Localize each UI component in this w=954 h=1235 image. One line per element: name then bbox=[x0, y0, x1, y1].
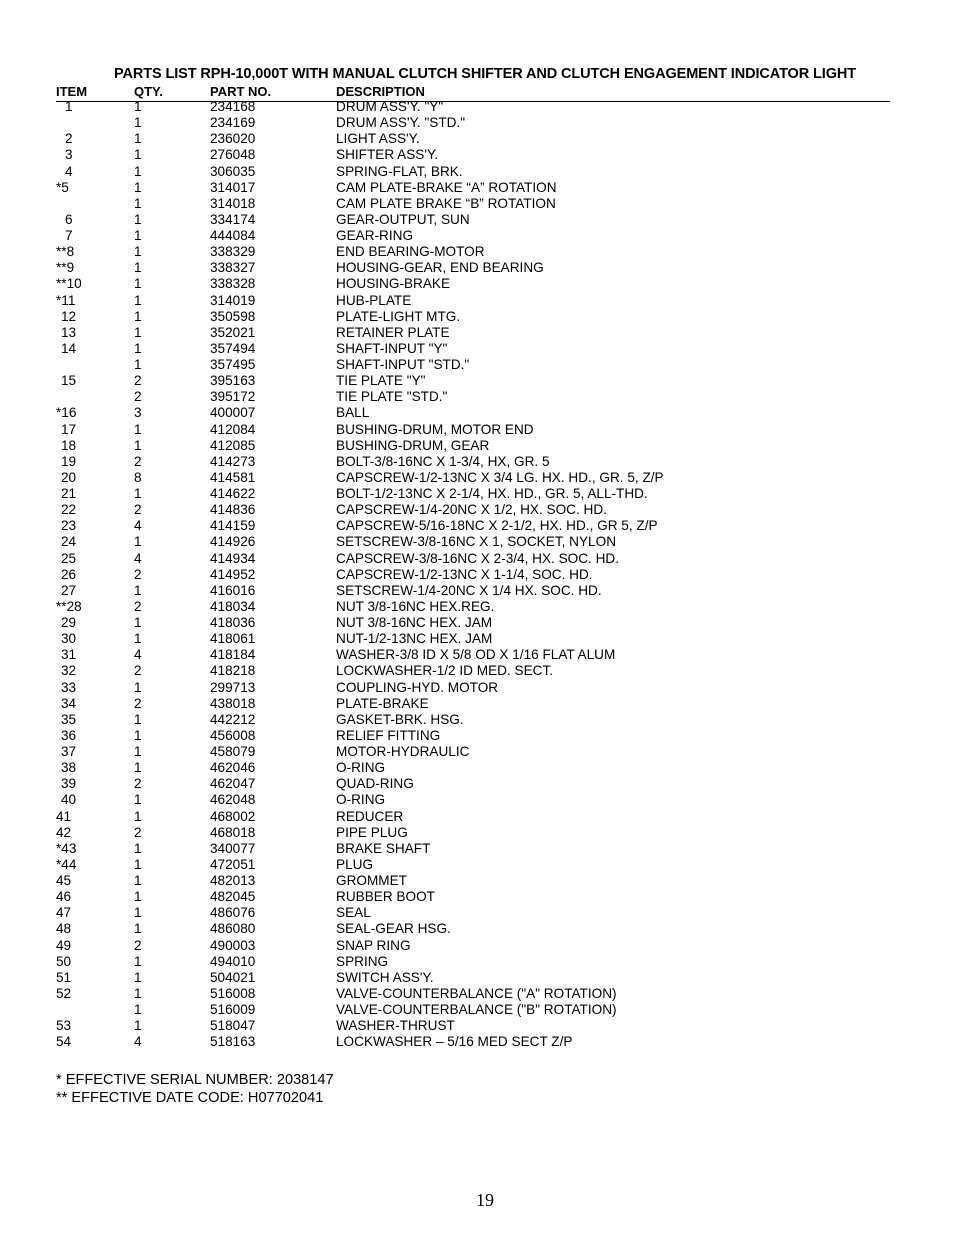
cell-qty: 2 bbox=[134, 663, 142, 679]
cell-description: CAPSCREW-1/2-13NC X 1-1/4, SOC. HD. bbox=[336, 566, 593, 582]
table-row bbox=[56, 921, 896, 937]
table-row bbox=[56, 164, 896, 180]
table-row bbox=[56, 518, 896, 534]
cell-qty: 1 bbox=[134, 744, 142, 759]
cell-description: PIPE PLUG bbox=[336, 824, 408, 840]
cell-item: 51 bbox=[56, 969, 72, 985]
cell-part-no: 458079 bbox=[210, 744, 256, 759]
cell-qty: 2 bbox=[134, 389, 142, 405]
cell-description: SWITCH ASS'Y. bbox=[336, 969, 434, 985]
cell-qty: 1 bbox=[134, 486, 142, 501]
cell-part-no: 414836 bbox=[210, 502, 256, 518]
cell-part-no: 462048 bbox=[210, 792, 256, 808]
cell-item: 12 bbox=[61, 308, 77, 324]
cell-item: 42 bbox=[56, 824, 72, 840]
cell-part-no: 418061 bbox=[210, 631, 256, 647]
cell-qty: 1 bbox=[134, 985, 142, 1001]
table-row bbox=[56, 809, 896, 825]
cell-part-no: 340077 bbox=[210, 840, 256, 856]
cell-description: BUSHING-DRUM, MOTOR END bbox=[336, 421, 534, 437]
cell-qty: 4 bbox=[134, 1034, 142, 1050]
cell-part-no: 314019 bbox=[210, 292, 256, 308]
table-row bbox=[56, 905, 896, 921]
cell-description: BRAKE SHAFT bbox=[336, 840, 431, 856]
cell-part-no: 350598 bbox=[210, 308, 256, 324]
cell-description: O-RING bbox=[336, 792, 386, 808]
cell-item: 31 bbox=[61, 647, 77, 663]
cell-description: RUBBER BOOT bbox=[336, 889, 435, 905]
cell-item: 30 bbox=[61, 631, 77, 647]
cell-part-no: 338328 bbox=[210, 276, 256, 292]
cell-qty: 1 bbox=[134, 873, 142, 888]
cell-description: REDUCER bbox=[336, 808, 404, 824]
cell-qty: 1 bbox=[134, 679, 142, 695]
cell-item: 27 bbox=[61, 582, 77, 598]
cell-description: VALVE-COUNTERBALANCE ("B" ROTATION) bbox=[336, 1002, 617, 1017]
cell-part-no: 395163 bbox=[210, 373, 256, 389]
cell-item: *16 bbox=[56, 405, 77, 421]
cell-part-no: 414952 bbox=[210, 566, 256, 582]
cell-part-no: 236020 bbox=[210, 131, 256, 147]
cell-qty: 1 bbox=[134, 953, 142, 969]
cell-item: 2 bbox=[65, 131, 73, 147]
table-row bbox=[56, 776, 896, 792]
table-row bbox=[56, 712, 896, 728]
cell-description: GROMMET bbox=[336, 873, 407, 888]
table-row bbox=[56, 260, 896, 276]
cell-description: RELIEF FITTING bbox=[336, 727, 441, 743]
cell-description: SETSCREW-1/4-20NC X 1/4 HX. SOC. HD. bbox=[336, 582, 602, 598]
cell-qty: 1 bbox=[134, 260, 142, 276]
cell-qty: 2 bbox=[134, 373, 142, 389]
cell-description: SHIFTER ASS'Y. bbox=[336, 147, 439, 163]
table-row bbox=[56, 615, 896, 631]
cell-part-no: 414622 bbox=[210, 486, 256, 501]
table-row bbox=[56, 180, 896, 196]
cell-part-no: 357495 bbox=[210, 357, 256, 372]
cell-part-no: 334174 bbox=[210, 211, 256, 227]
cell-description: BALL bbox=[336, 405, 370, 421]
cell-item: 45 bbox=[56, 873, 72, 888]
cell-item: 38 bbox=[61, 760, 77, 776]
cell-item: 4 bbox=[65, 163, 73, 179]
table-row bbox=[56, 889, 896, 905]
cell-part-no: 472051 bbox=[210, 856, 256, 872]
table-row bbox=[56, 1002, 896, 1018]
parts-table-body bbox=[56, 99, 896, 1050]
table-row bbox=[56, 341, 896, 357]
cell-part-no: 516008 bbox=[210, 985, 256, 1001]
cell-item: 34 bbox=[61, 695, 77, 711]
cell-part-no: 412085 bbox=[210, 437, 256, 453]
cell-part-no: 442212 bbox=[210, 711, 256, 727]
cell-qty: 1 bbox=[134, 131, 142, 147]
cell-qty: 1 bbox=[134, 308, 142, 324]
cell-item: 3 bbox=[65, 147, 73, 163]
table-row bbox=[56, 857, 896, 873]
cell-part-no: 338327 bbox=[210, 260, 256, 276]
cell-qty: 1 bbox=[134, 905, 142, 921]
cell-qty: 1 bbox=[134, 1002, 142, 1017]
cell-part-no: 400007 bbox=[210, 405, 256, 421]
cell-part-no: 234169 bbox=[210, 115, 256, 131]
cell-part-no: 414934 bbox=[210, 550, 256, 566]
cell-part-no: 299713 bbox=[210, 679, 256, 695]
cell-item: 39 bbox=[61, 776, 77, 792]
cell-item: 20 bbox=[61, 469, 77, 485]
cell-qty: 1 bbox=[134, 99, 142, 114]
cell-item: 50 bbox=[56, 953, 72, 969]
cell-description: BOLT-3/8-16NC X 1-3/4, HX, GR. 5 bbox=[336, 453, 550, 469]
cell-description: CAM PLATE BRAKE “B” ROTATION bbox=[336, 195, 556, 211]
cell-qty: 2 bbox=[134, 937, 142, 953]
cell-part-no: 462047 bbox=[210, 776, 256, 792]
cell-part-no: 357494 bbox=[210, 340, 256, 356]
cell-item: 19 bbox=[61, 453, 77, 469]
table-row bbox=[56, 99, 896, 115]
cell-part-no: 444084 bbox=[210, 228, 256, 243]
cell-qty: 2 bbox=[134, 824, 142, 840]
table-row bbox=[56, 986, 896, 1002]
table-row bbox=[56, 792, 896, 808]
table-row bbox=[56, 276, 896, 292]
table-row bbox=[56, 728, 896, 744]
cell-part-no: 518163 bbox=[210, 1034, 256, 1050]
cell-qty: 1 bbox=[134, 437, 142, 453]
cell-item: 25 bbox=[61, 550, 77, 566]
cell-part-no: 462046 bbox=[210, 760, 256, 776]
cell-description: END BEARING-MOTOR bbox=[336, 244, 485, 260]
cell-item: 41 bbox=[56, 808, 72, 824]
cell-qty: 2 bbox=[134, 776, 142, 792]
cell-part-no: 416016 bbox=[210, 582, 256, 598]
cell-part-no: 352021 bbox=[210, 324, 256, 340]
table-row bbox=[56, 309, 896, 325]
cell-description: SHAFT-INPUT "Y" bbox=[336, 340, 448, 356]
cell-item: **28 bbox=[56, 598, 82, 614]
cell-qty: 1 bbox=[134, 340, 142, 356]
cell-description: HOUSING-BRAKE bbox=[336, 276, 451, 292]
cell-description: HUB-PLATE bbox=[336, 292, 412, 308]
cell-qty: 1 bbox=[134, 889, 142, 905]
cell-description: CAPSCREW-5/16-18NC X 2-1/2, HX. HD., GR 5, Z/P bbox=[336, 518, 658, 534]
cell-qty: 1 bbox=[134, 179, 142, 195]
cell-qty: 1 bbox=[134, 324, 142, 340]
cell-qty: 4 bbox=[134, 647, 142, 663]
cell-qty: 1 bbox=[134, 147, 142, 163]
table-row bbox=[56, 760, 896, 776]
cell-description: SPRING-FLAT, BRK. bbox=[336, 163, 463, 179]
table-row bbox=[56, 293, 896, 309]
cell-description: BOLT-1/2-13NC X 2-1/4, HX. HD., GR. 5, ALL-THD. bbox=[336, 486, 648, 501]
table-row bbox=[56, 357, 896, 373]
cell-qty: 2 bbox=[134, 566, 142, 582]
cell-item: 54 bbox=[56, 1034, 72, 1050]
cell-item: 26 bbox=[61, 566, 77, 582]
table-row bbox=[56, 405, 896, 421]
cell-qty: 1 bbox=[134, 211, 142, 227]
cell-qty: 1 bbox=[134, 792, 142, 808]
cell-qty: 1 bbox=[134, 163, 142, 179]
cell-item: *5 bbox=[56, 179, 69, 195]
cell-qty: 1 bbox=[134, 760, 142, 776]
cell-item: 53 bbox=[56, 1018, 72, 1034]
table-row bbox=[56, 1018, 896, 1034]
table-row bbox=[56, 551, 896, 567]
table-row bbox=[56, 228, 896, 244]
cell-qty: 1 bbox=[134, 808, 142, 824]
cell-part-no: 414926 bbox=[210, 534, 256, 550]
table-row bbox=[56, 454, 896, 470]
table-row bbox=[56, 841, 896, 857]
cell-qty: 3 bbox=[134, 405, 142, 421]
table-row bbox=[56, 938, 896, 954]
cell-description: COUPLING-HYD. MOTOR bbox=[336, 679, 499, 695]
cell-item: 1 bbox=[65, 99, 73, 114]
cell-part-no: 468002 bbox=[210, 808, 256, 824]
table-row bbox=[56, 115, 896, 131]
cell-qty: 1 bbox=[134, 969, 142, 985]
table-row bbox=[56, 534, 896, 550]
cell-qty: 2 bbox=[134, 598, 142, 614]
cell-part-no: 418218 bbox=[210, 663, 256, 679]
cell-item: 23 bbox=[61, 518, 77, 534]
cell-part-no: 418036 bbox=[210, 615, 256, 630]
cell-item: 33 bbox=[61, 679, 77, 695]
table-row bbox=[56, 244, 896, 260]
cell-qty: 1 bbox=[134, 228, 142, 243]
cell-description: VALVE-COUNTERBALANCE ("A" ROTATION) bbox=[336, 985, 617, 1001]
cell-description: NUT-1/2-13NC HEX. JAM bbox=[336, 631, 493, 647]
table-row bbox=[56, 470, 896, 486]
cell-description: SHAFT-INPUT "STD." bbox=[336, 357, 470, 372]
cell-qty: 2 bbox=[134, 453, 142, 469]
table-row bbox=[56, 583, 896, 599]
cell-qty: 1 bbox=[134, 276, 142, 292]
cell-part-no: 482013 bbox=[210, 873, 256, 888]
table-row bbox=[56, 438, 896, 454]
cell-item: 48 bbox=[56, 921, 72, 937]
table-row bbox=[56, 131, 896, 147]
table-row bbox=[56, 647, 896, 663]
cell-description: O-RING bbox=[336, 760, 386, 776]
cell-qty: 2 bbox=[134, 695, 142, 711]
cell-description: CAPSCREW-1/4-20NC X 1/2, HX. SOC. HD. bbox=[336, 502, 607, 518]
cell-part-no: 518047 bbox=[210, 1018, 256, 1034]
cell-qty: 1 bbox=[134, 244, 142, 260]
cell-part-no: 414581 bbox=[210, 469, 256, 485]
cell-part-no: 490003 bbox=[210, 937, 256, 953]
cell-description: SEAL bbox=[336, 905, 371, 921]
cell-item: 22 bbox=[61, 502, 77, 518]
cell-qty: 1 bbox=[134, 1018, 142, 1034]
cell-part-no: 338329 bbox=[210, 244, 256, 260]
table-row bbox=[56, 696, 896, 712]
serial-note: * EFFECTIVE SERIAL NUMBER: 2038147 bbox=[56, 1072, 334, 1088]
cell-item: 40 bbox=[61, 792, 77, 808]
cell-item: **10 bbox=[56, 276, 82, 292]
cell-item: 52 bbox=[56, 985, 72, 1001]
cell-item: 36 bbox=[61, 727, 77, 743]
table-row bbox=[56, 502, 896, 518]
table-row bbox=[56, 631, 896, 647]
cell-description: DRUM ASS'Y. "STD." bbox=[336, 115, 466, 131]
cell-description: PLATE-BRAKE bbox=[336, 695, 429, 711]
table-row bbox=[56, 325, 896, 341]
cell-item: 47 bbox=[56, 905, 72, 921]
cell-qty: 1 bbox=[134, 115, 142, 131]
table-row bbox=[56, 567, 896, 583]
table-row bbox=[56, 147, 896, 163]
header-part-no: PART NO. bbox=[210, 84, 272, 99]
cell-description: GEAR-OUTPUT, SUN bbox=[336, 211, 470, 227]
cell-description: SPRING bbox=[336, 953, 389, 969]
cell-part-no: 482045 bbox=[210, 889, 256, 905]
cell-description: SETSCREW-3/8-16NC X 1, SOCKET, NYLON bbox=[336, 534, 617, 550]
page-number: 19 bbox=[476, 1190, 494, 1210]
cell-qty: 1 bbox=[134, 840, 142, 856]
cell-description: BUSHING-DRUM, GEAR bbox=[336, 437, 490, 453]
cell-qty: 1 bbox=[134, 195, 142, 211]
cell-item: 15 bbox=[61, 373, 77, 389]
cell-description: CAPSCREW-3/8-16NC X 2-3/4, HX. SOC. HD. bbox=[336, 550, 620, 566]
table-row bbox=[56, 212, 896, 228]
cell-description: WASHER-THRUST bbox=[336, 1018, 455, 1034]
cell-description: HOUSING-GEAR, END BEARING bbox=[336, 260, 544, 276]
cell-item: 14 bbox=[61, 340, 77, 356]
cell-item: **8 bbox=[56, 244, 75, 260]
table-row bbox=[56, 422, 896, 438]
cell-item: *43 bbox=[56, 840, 77, 856]
cell-description: TIE PLATE "Y" bbox=[336, 373, 426, 389]
cell-part-no: 412084 bbox=[210, 421, 256, 437]
table-row bbox=[56, 873, 896, 889]
cell-part-no: 456008 bbox=[210, 727, 256, 743]
cell-item: 18 bbox=[61, 437, 77, 453]
cell-item: 29 bbox=[61, 615, 77, 630]
cell-qty: 1 bbox=[134, 615, 142, 630]
table-row bbox=[56, 744, 896, 760]
cell-qty: 4 bbox=[134, 518, 142, 534]
table-row bbox=[56, 196, 896, 212]
table-row bbox=[56, 663, 896, 679]
cell-item: 7 bbox=[65, 228, 73, 243]
cell-qty: 1 bbox=[134, 921, 142, 937]
cell-description: GEAR-RING bbox=[336, 228, 414, 243]
cell-part-no: 414159 bbox=[210, 518, 256, 534]
cell-item: 6 bbox=[65, 211, 73, 227]
table-row bbox=[56, 1034, 896, 1050]
cell-item: 37 bbox=[61, 744, 77, 759]
cell-part-no: 314018 bbox=[210, 195, 256, 211]
cell-part-no: 234168 bbox=[210, 99, 256, 114]
cell-item: 21 bbox=[61, 486, 77, 501]
page-title: PARTS LIST RPH-10,000T WITH MANUAL CLUTCH SHIFTER AND CLUTCH ENGAGEMENT INDICATOR LIGHT bbox=[113, 66, 857, 82]
cell-part-no: 314017 bbox=[210, 179, 256, 195]
cell-qty: 1 bbox=[134, 357, 142, 372]
cell-part-no: 395172 bbox=[210, 389, 256, 405]
cell-part-no: 504021 bbox=[210, 969, 256, 985]
cell-description: DRUM ASS'Y. "Y" bbox=[336, 99, 444, 114]
cell-item: 49 bbox=[56, 937, 72, 953]
header-item: ITEM bbox=[56, 84, 88, 99]
cell-qty: 1 bbox=[134, 421, 142, 437]
cell-description: LIGHT ASS'Y. bbox=[336, 131, 420, 147]
cell-description: GASKET-BRK. HSG. bbox=[336, 711, 464, 727]
cell-description: RETAINER PLATE bbox=[336, 324, 450, 340]
cell-part-no: 306035 bbox=[210, 163, 256, 179]
cell-qty: 1 bbox=[134, 534, 142, 550]
table-row bbox=[56, 486, 896, 502]
cell-item: 46 bbox=[56, 889, 72, 905]
cell-description: QUAD-RING bbox=[336, 776, 414, 792]
cell-description: WASHER-3/8 ID X 5/8 OD X 1/16 FLAT ALUM bbox=[336, 647, 616, 663]
cell-item: **9 bbox=[56, 260, 75, 276]
cell-description: SNAP RING bbox=[336, 937, 411, 953]
cell-item: 24 bbox=[61, 534, 77, 550]
cell-description: PLATE-LIGHT MTG. bbox=[336, 308, 461, 324]
cell-part-no: 516009 bbox=[210, 1002, 256, 1017]
cell-part-no: 438018 bbox=[210, 695, 256, 711]
cell-description: NUT 3/8-16NC HEX. JAM bbox=[336, 615, 493, 630]
cell-item: 13 bbox=[61, 324, 77, 340]
table-row bbox=[56, 680, 896, 696]
cell-qty: 2 bbox=[134, 502, 142, 518]
cell-item: 17 bbox=[61, 421, 77, 437]
cell-item: *44 bbox=[56, 856, 77, 872]
cell-description: CAPSCREW-1/2-13NC X 3/4 LG. HX. HD., GR. 5, Z/P bbox=[336, 469, 664, 485]
table-row bbox=[56, 970, 896, 986]
cell-description: NUT 3/8-16NC HEX.REG. bbox=[336, 598, 495, 614]
cell-qty: 1 bbox=[134, 292, 142, 308]
cell-qty: 1 bbox=[134, 727, 142, 743]
cell-part-no: 494010 bbox=[210, 953, 256, 969]
table-row bbox=[56, 954, 896, 970]
cell-part-no: 468018 bbox=[210, 824, 256, 840]
cell-qty: 1 bbox=[134, 582, 142, 598]
cell-description: LOCKWASHER – 5/16 MED SECT Z/P bbox=[336, 1034, 573, 1050]
cell-part-no: 418184 bbox=[210, 647, 256, 663]
cell-description: PLUG bbox=[336, 856, 374, 872]
cell-part-no: 414273 bbox=[210, 453, 256, 469]
cell-description: TIE PLATE "STD." bbox=[336, 389, 448, 405]
cell-description: SEAL-GEAR HSG. bbox=[336, 921, 451, 937]
table-row bbox=[56, 373, 896, 389]
table-row bbox=[56, 389, 896, 405]
cell-qty: 4 bbox=[134, 550, 142, 566]
table-row bbox=[56, 825, 896, 841]
header-qty: QTY. bbox=[134, 84, 163, 99]
cell-part-no: 276048 bbox=[210, 147, 256, 163]
table-row bbox=[56, 599, 896, 615]
cell-description: CAM PLATE-BRAKE “A” ROTATION bbox=[336, 179, 557, 195]
cell-part-no: 486076 bbox=[210, 905, 256, 921]
cell-item: 32 bbox=[61, 663, 77, 679]
cell-description: MOTOR-HYDRAULIC bbox=[336, 744, 470, 759]
cell-qty: 1 bbox=[134, 711, 142, 727]
cell-qty: 1 bbox=[134, 856, 142, 872]
cell-item: 35 bbox=[61, 711, 77, 727]
date-code-note: ** EFFECTIVE DATE CODE: H07702041 bbox=[56, 1090, 324, 1106]
cell-part-no: 486080 bbox=[210, 921, 256, 937]
cell-qty: 8 bbox=[134, 469, 142, 485]
cell-description: LOCKWASHER-1/2 ID MED. SECT. bbox=[336, 663, 554, 679]
cell-item: *11 bbox=[56, 292, 76, 308]
header-description: DESCRIPTION bbox=[336, 84, 425, 99]
cell-part-no: 418034 bbox=[210, 598, 256, 614]
cell-qty: 1 bbox=[134, 631, 142, 647]
